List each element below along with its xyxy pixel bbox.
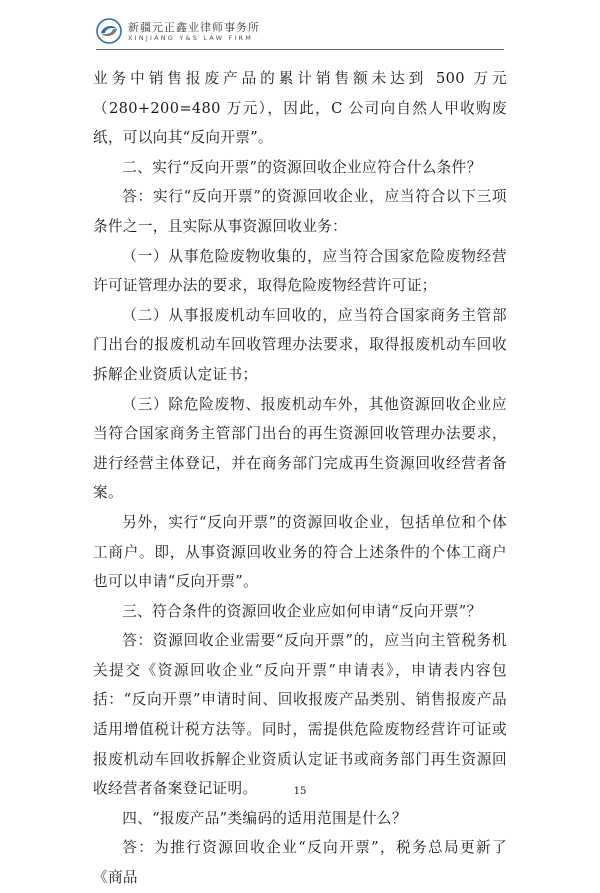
header-divider <box>96 49 504 50</box>
section-heading: 四、“报废产品”类编码的适用范围是什么？ <box>122 809 407 827</box>
list-item: （三）除危险废物、报废机动车外，其他资源回收企业应当符合国家商务主管部门出台的再生资源回收管理办法要求，进行经营主体登记，并在商务部门完成再生资源回收经营者备案。 <box>93 395 507 502</box>
list-item: （一）从事危险废物收集的，应当符合国家危险废物经营许可证管理办法的要求，取得危险废物经营许可证； <box>93 247 507 295</box>
paragraph: 答：实行“反向开票”的资源回收企业，应当符合以下三项条件之一，且实际从事资源回收业务： <box>93 188 507 235</box>
swirl-logo-icon <box>96 18 122 44</box>
firm-name-en: XINJIANG Y&S LAW FIRM <box>128 34 254 42</box>
letterhead <box>96 16 516 48</box>
firm-name-cn: 新疆元正鑫业律师事务所 <box>128 21 260 34</box>
paragraph: 答：资源回收企业需要“反向开票”的，应当向主管税务机关提交《资源回收企业“反向开票”申请表》，申请表内容包括：“反向开票”申请时间、回收报废产品类别、销售报废产品适用增值税计税方法等。同时，需提供危险废物经营许可证或报废机动车回收拆解企业资质认定证书或商务部门再生资源回收经营者备案登记证明。 <box>93 632 507 798</box>
list-item: （二）从事报废机动车回收的，应当符合国家商务主管部门出台的报废机动车回收管理办法要求，取得报废机动车回收拆解企业资质认定证书； <box>93 306 507 383</box>
section-heading: 三、符合条件的资源回收企业应如何申请“反向开票”？ <box>122 602 482 620</box>
document-body <box>93 64 507 893</box>
paragraph: 答：为推行资源回收企业“反向开票”，税务总局更新了《商品 <box>93 839 507 887</box>
section-heading: 二、实行“反向开票”的资源回收企业应符合什么条件？ <box>122 158 482 176</box>
page-number: 15 <box>293 786 307 797</box>
paragraph: 另外，实行“反向开票”的资源回收企业，包括单位和个体工商户。即，从事资源回收业务的符合上述条件的个体工商户也可以申请“反向开票”。 <box>93 513 507 591</box>
paragraph: 业务中销售报废产品的累计销售额未达到 500 万元（280+200=480 万元），因此，C 公司向自然人甲收购废纸，可以向其“反向开票”。 <box>93 70 507 147</box>
